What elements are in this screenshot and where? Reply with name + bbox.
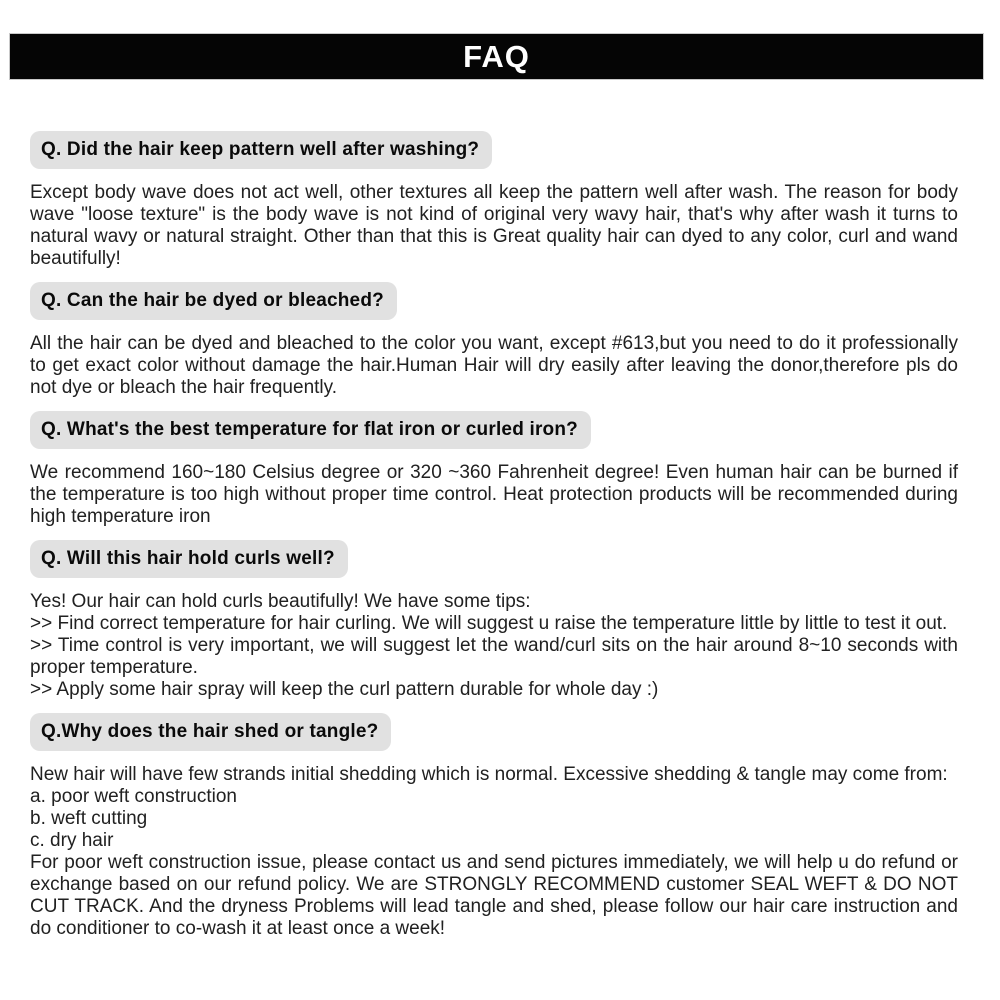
answer-paragraph: a. poor weft construction <box>30 786 237 807</box>
answer-paragraph: >> Apply some hair spray will keep the curl pattern durable for whole day :) <box>30 679 659 700</box>
faq-header <box>9 33 984 80</box>
answer-paragraph: b. weft cutting <box>30 808 148 829</box>
faq-question: Q. Did the hair keep pattern well after washing? <box>30 131 492 169</box>
faq-answer <box>30 591 958 701</box>
answer-paragraph: >> Time control is very important, we will suggest let the wand/curl sits on the hair around 8~10 seconds with proper temperature. <box>30 635 958 678</box>
faq-list <box>30 131 958 952</box>
faq-question: Q. What's the best temperature for flat iron or curled iron? <box>30 411 591 449</box>
faq-question: Q.Why does the hair shed or tangle? <box>30 713 391 751</box>
faq-question: Q. Will this hair hold curls well? <box>30 540 348 578</box>
faq-answer <box>30 333 958 399</box>
answer-paragraph: For poor weft construction issue, please contact us and send pictures immediately, we will help u do refund or exchange based on our refund policy. We are STRONGLY RECOMMEND customer SEAL WEFT & DO NOT CUT TRACK. And the dryness Problems will lead tangle and shed, please follow our hair care instruction and do conditioner to co-wash it at least once a week! <box>30 852 958 939</box>
answer-paragraph: Except body wave does not act well, other textures all keep the pattern well after wash. The reason for body wave "loose texture" is the body wave is not kind of original very wavy hair, that's why after wash it turns to natural wavy or natural straight. Other than that this is Great quality hair can dyed to any color, curl and wand beautifully! <box>30 182 958 269</box>
faq-question: Q. Can the hair be dyed or bleached? <box>30 282 397 320</box>
faq-item <box>30 540 958 701</box>
answer-paragraph: Yes! Our hair can hold curls beautifully! We have some tips: <box>30 591 531 612</box>
faq-item <box>30 131 958 270</box>
answer-paragraph: New hair will have few strands initial shedding which is normal. Excessive shedding & tangle may come from: <box>30 764 948 785</box>
answer-paragraph: All the hair can be dyed and bleached to the color you want, except #613,but you need to do it professionally to get exact color without damage the hair.Human Hair will dry easily after leaving the donor,therefore pls do not dye or bleach the hair frequently. <box>30 333 958 398</box>
answer-paragraph: >> Find correct temperature for hair curling. We will suggest u raise the temperature little by little to test it out. <box>30 613 948 634</box>
faq-item <box>30 713 958 940</box>
faq-answer <box>30 182 958 270</box>
answer-paragraph: c. dry hair <box>30 830 114 851</box>
answer-paragraph: We recommend 160~180 Celsius degree or 320 ~360 Fahrenheit degree! Even human hair can be burned if the temperature is too high without proper time control. Heat protection products will be recommended during high temperature iron <box>30 462 958 527</box>
faq-answer <box>30 462 958 528</box>
page-title: FAQ <box>463 38 530 74</box>
faq-answer <box>30 764 958 940</box>
faq-item <box>30 411 958 528</box>
faq-item <box>30 282 958 399</box>
